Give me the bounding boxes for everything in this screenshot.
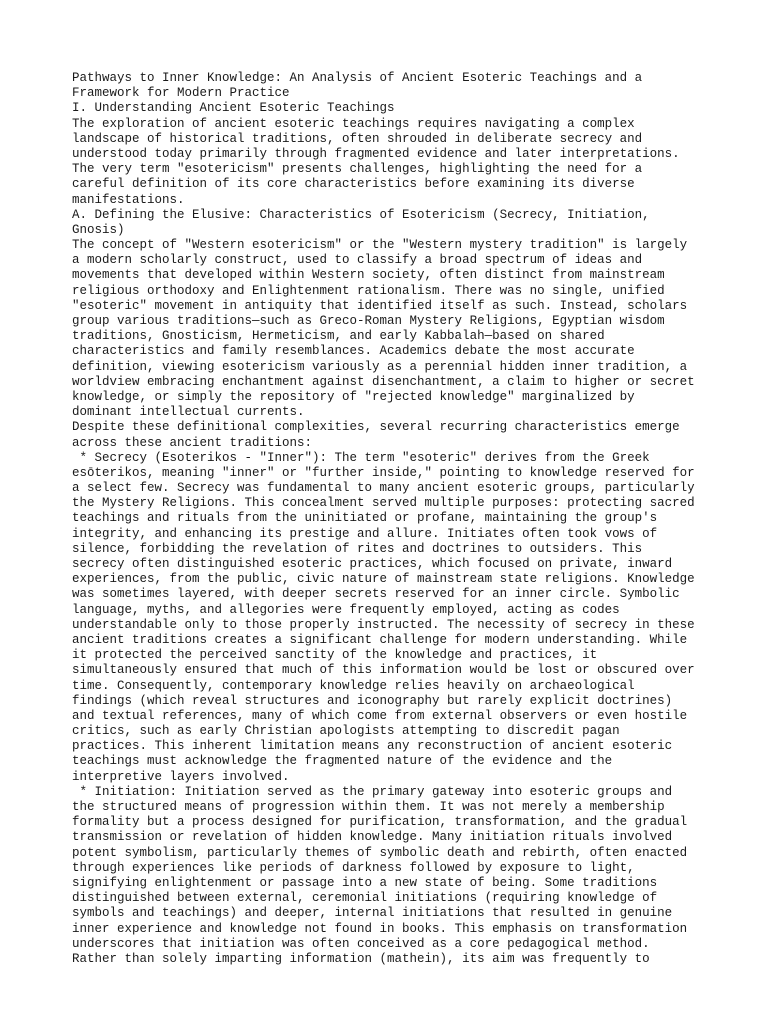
text-line: findings (which reveal structures and iconography but rarely explicit doctrines) [72, 693, 673, 708]
text-line: formality but a process designed for purification, transformation, and the gradual [72, 815, 688, 830]
text-line: A. Defining the Elusive: Characteristics of Esotericism (Secrecy, Initiation, [72, 207, 650, 222]
text-line: ancient traditions creates a significant challenge for modern understanding. While [72, 632, 688, 647]
text-line: Gnosis) [72, 222, 125, 237]
text-line: and textual references, many of which come from external observers or even hostile [72, 708, 688, 723]
text-line: transmission or revelation of hidden knowledge. Many initiation rituals involved [72, 830, 673, 845]
text-line: critics, such as early Christian apologists attempting to discredit pagan [72, 724, 620, 739]
text-line: Framework for Modern Practice [72, 86, 290, 101]
text-line: careful definition of its core characteristics before examining its diverse [72, 177, 635, 192]
text-line: the structured means of progression within them. It was not merely a membership [72, 800, 665, 814]
text-line: simultaneously ensured that much of this information would be lost or obscured over [72, 663, 695, 678]
text-line: Pathways to Inner Knowledge: An Analysis of Ancient Esoteric Teachings and a [72, 71, 643, 85]
text-line: manifestations. [72, 192, 185, 207]
text-line: signifying enlightenment or passage into a new state of being. Some traditions [72, 875, 658, 890]
text-line: esōterikos, meaning "inner" or "further inside," pointing to knowledge reserved for [72, 465, 695, 480]
text-line: teachings and rituals from the uninitiated or profane, maintaining the group's [72, 511, 658, 526]
text-line: characteristics and family resemblances. Academics debate the most accurate [72, 344, 635, 359]
text-line: The very term "esotericism" presents challenges, highlighting the need for a [72, 162, 643, 177]
text-line: practices. This inherent limitation means any reconstruction of ancient esoteric [72, 739, 673, 754]
document-page [72, 71, 712, 967]
text-line: across these ancient traditions: [72, 435, 313, 450]
text-line: a modern scholarly construct, used to classify a broad spectrum of ideas and [72, 253, 643, 268]
text-line: underscores that initiation was often conceived as a core pedagogical method. [72, 936, 650, 951]
text-line: potent symbolism, particularly themes of symbolic death and rebirth, often enacted [72, 845, 688, 860]
text-line: Despite these definitional complexities, several recurring characteristics emerge [72, 420, 680, 435]
text-line: worldview embracing enchantment against disenchantment, a claim to higher or secret [72, 374, 695, 389]
text-line: * Initiation: Initiation served as the primary gateway into esoteric groups and [72, 784, 673, 799]
text-line: religious orthodoxy and Enlightenment rationalism. There was no single, unified [72, 283, 665, 298]
text-line: language, myths, and allegories were frequently employed, acting as codes [72, 602, 620, 617]
text-line: it protected the perceived sanctity of the knowledge and practices, it [72, 648, 598, 663]
text-line: understandable only to those properly instructed. The necessity of secrecy in these [72, 617, 695, 632]
text-line: experiences, from the public, civic nature of mainstream state religions. Knowledge [72, 572, 695, 587]
text-line: landscape of historical traditions, often shrouded in deliberate secrecy and [72, 131, 643, 146]
text-line: The exploration of ancient esoteric teachings requires navigating a complex [72, 116, 635, 131]
text-line: a select few. Secrecy was fundamental to many ancient esoteric groups, particularly [72, 481, 695, 496]
text-line: interpretive layers involved. [72, 769, 290, 784]
text-line: Rather than solely imparting information (mathein), its aim was frequently to [72, 951, 650, 966]
text-line: symbols and teachings) and deeper, internal initiations that resulted in genuine [72, 906, 673, 921]
text-line: * Secrecy (Esoterikos - "Inner"): The term "esoteric" derives from the Greek [72, 450, 650, 465]
text-line: understood today primarily through fragmented evidence and later interpretations. [72, 146, 680, 161]
text-line: traditions, Gnosticism, Hermeticism, and early Kabbalah—based on shared [72, 329, 605, 344]
text-line: teachings must acknowledge the fragmented nature of the evidence and the [72, 754, 613, 769]
text-line: dominant intellectual currents. [72, 405, 305, 420]
text-line: distinguished between external, ceremonial initiations (requiring knowledge of [72, 891, 658, 906]
text-line: group various traditions—such as Greco-Roman Mystery Religions, Egyptian wisdom [72, 314, 665, 328]
text-line: silence, forbidding the revelation of rites and doctrines to outsiders. This [72, 541, 643, 556]
text-line: integrity, and enhancing its prestige and allure. Initiates often took vows of [72, 526, 658, 541]
text-line: through experiences like periods of darkness followed by exposure to light, [72, 860, 635, 875]
text-line: was sometimes layered, with deeper secrets reserved for an inner circle. Symbolic [72, 587, 680, 602]
text-line: I. Understanding Ancient Esoteric Teachings [72, 101, 395, 116]
text-line: secrecy often distinguished esoteric practices, which focused on private, inward [72, 557, 673, 571]
text-line: knowledge, or simply the repository of "rejected knowledge" marginalized by [72, 389, 635, 404]
text-line: The concept of "Western esotericism" or the "Western mystery tradition" is largely [72, 238, 688, 253]
text-line: definition, viewing esotericism variously as a perennial hidden inner tradition, a [72, 359, 688, 374]
text-line: "esoteric" movement in antiquity that identified itself as such. Instead, scholars [72, 298, 688, 313]
text-line: movements that developed within Western society, often distinct from mainstream [72, 268, 665, 283]
text-line: the Mystery Religions. This concealment served multiple purposes: protecting sacred [72, 496, 695, 511]
text-line: time. Consequently, contemporary knowledge relies heavily on archaeological [72, 678, 635, 693]
text-line: inner experience and knowledge not found in books. This emphasis on transformation [72, 921, 688, 936]
